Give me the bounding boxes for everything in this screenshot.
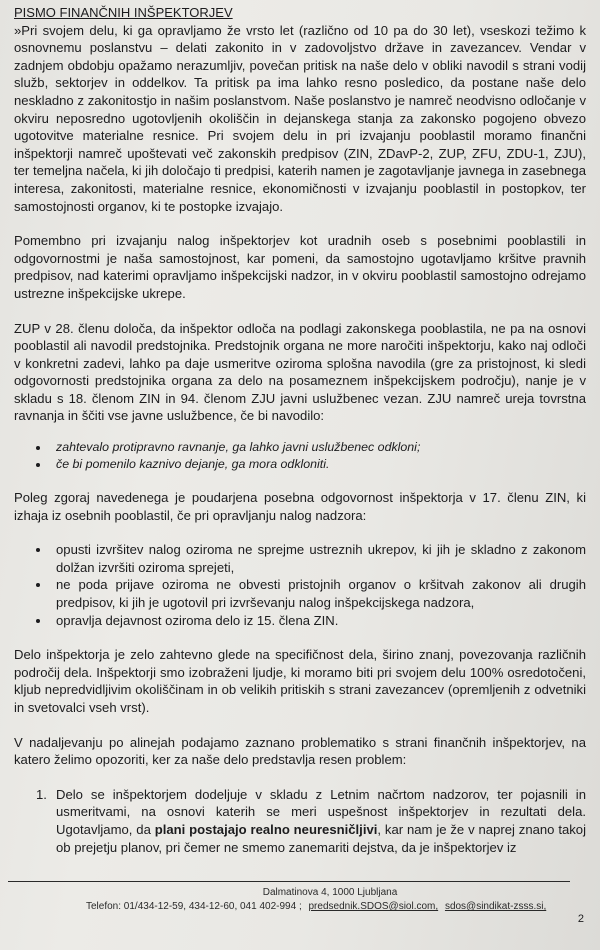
item-number: 1.	[36, 786, 47, 802]
list-item: ne poda prijave oziroma ne obvesti pristojnih organov o kršitvah zakonov ali drugih predpisov, ki jih je ugotovil pri izvrševanju nalog inšpekcijskega nadzora,	[14, 576, 586, 611]
item-text-start: Delo se inšpektorjem dodeljuje v skladu z Letnim načrtom nadzorov, ter pojasnili in usmeritvami, na osnovi katerih se meri uspešnost inšpektorjev in rezultati dela. Ugotavljamo, da	[56, 786, 586, 837]
numbered-item-1	[14, 786, 586, 856]
footer-address: Dalmatinova 4, 1000 Ljubljana	[262, 887, 398, 898]
footer	[0, 886, 600, 913]
item-text-end: , kar nam je že v naprej znano takoj ob prejetju planov, pri čemer ne smemo zanemariti dejstva, da je inšpektorjev iz	[56, 821, 586, 855]
page-number: 2	[577, 913, 584, 925]
paragraph-demanding-work: Delo inšpektorja je zelo zahtevno glede na specifičnost dela, širino znanj, povezovanja različnih področij dela. Inšpektorji smo izobraženi ljudje, ki moramo biti pri svojem delu 100% osredotočeni, kljub nepredvidljivim okoliščinam in ob velikih pritiskih s strani zavezancev (opremljenih z odvetniki in svetovalci vseh vrst).	[14, 647, 586, 715]
paragraph-zup-28: ZUP v 28. členu določa, da inšpektor odloča na podlagi zakonskega pooblastila, ne pa na osnovi pooblastil ali navodil predstojnika. Predstojnik organa ne more naročiti inšpektorju, kako naj odloči v konkretni zadevi, lahko pa daje usmeritve oziroma splošna navodila (gre za pristojnost, ki sledi odgovornosti predstojnika organa za delo na posameznem inšpekcijskem področju), nanje je v skladu s 18. členom ZIN in 94. členom ZJU javni uslužbenec vezan. ZJU namreč ureja tovrstna ravnanja in ščiti vse javne uslužbence, če bi navodilo:	[14, 320, 586, 424]
footer-contacts	[0, 900, 600, 913]
footer-email-president[interactable]: predsednik.SDOS@siol.com,	[308, 901, 439, 912]
footer-email-union[interactable]: sdos@sindikat-zsss.si,	[444, 901, 547, 912]
list-item: opusti izvršitev nalog oziroma ne sprejme ustreznih ukrepov, ki jih je skladno z zakonom dolžan izvršiti oziroma sprejeti,	[14, 541, 586, 576]
paragraph-problems-intro: V nadaljevanju po alinejah podajamo zaznano problematiko s strani finančnih inšpektorjev, na katero želimo opozoriti, ker za naše delo predstavlja resen problem:	[14, 734, 586, 768]
instruction-refusal-list	[14, 439, 586, 472]
paragraph-zin-17: Poleg zgoraj navedenega je poudarjena posebna odgovornost inšpektorja v 17. členu ZIN, ki izhaja iz osebnih pooblastil, če pri opravljanju nalog nadzora:	[14, 490, 586, 523]
paragraph-independence: Pomembno pri izvajanju nalog inšpektorjev kot uradnih oseb s posebnimi pooblastili in odgovornostmi je naša samostojnost, kar pomeni, da samostojno ugotavljamo kršitve pravnih predpisov, nad katerimi opravljamo inšpekcijski nadzor, in v okviru pooblastil samostojno odrejamo ustrezne inšpekcijske ukrepe.	[14, 233, 586, 301]
document-title: PISMO FINANČNIH INŠPEKTORJEV	[14, 5, 233, 20]
item-text-bold: plani postajajo realno neuresničljivi	[154, 821, 378, 837]
footer-phone: Telefon: 01/434-12-59, 434-12-60, 041 402-994 ;	[86, 901, 302, 912]
paragraph-intro: »Pri svojem delu, ki ga opravljamo že vrsto let (različno od 10 pa do 30 let), vseskozi težimo k osnovnemu poslanstvu – delati zakonito in v zadovoljstvo države in zavezancev. Vendar v zadnjem obdobju opažamo nerazumljiv, povečan pritisk na naše delo v obliki navodil s strani vodij služb, sektorjev in oddelkov. Ta pritisk pa ima lahko resno posledico, da postane naše delo neskladno z zakonitostjo in našim poslanstvom. Naše poslanstvo je namreč neodvisno odločanje v okviru neposredno ugotovljenih okoliščin in dejanskega stanja za zakonsko pogojeno obvezo ugotovitve materialne resnice. Pri svojem delu in pri izvajanju pooblastil moramo finančni inšpektorji namreč upoštevati več zakonskih predpisov (ZIN, ZDavP-2, ZUP, ZFU, ZDU-1, ZJU), ter temeljna načela, ki jih določajo ti predpisi, katerih namen je zagotavljanje javnega in zasebnega interesa, zakonitosti, materialne resnice, ekonomičnosti v izvajanju pooblastil in postopkov, ter samostojnosti organov, ki te postopke izvajajo.	[14, 22, 586, 214]
list-item: zahtevalo protipravno ravnanje, ga lahko javni uslužbenec odkloni;	[14, 439, 586, 456]
responsibility-list	[14, 541, 586, 629]
footer-divider	[8, 881, 570, 882]
list-item: opravlja dejavnost oziroma delo iz 15. člena ZIN.	[14, 612, 586, 630]
list-item: če bi pomenilo kaznivo dejanje, ga mora odkloniti.	[14, 456, 586, 473]
